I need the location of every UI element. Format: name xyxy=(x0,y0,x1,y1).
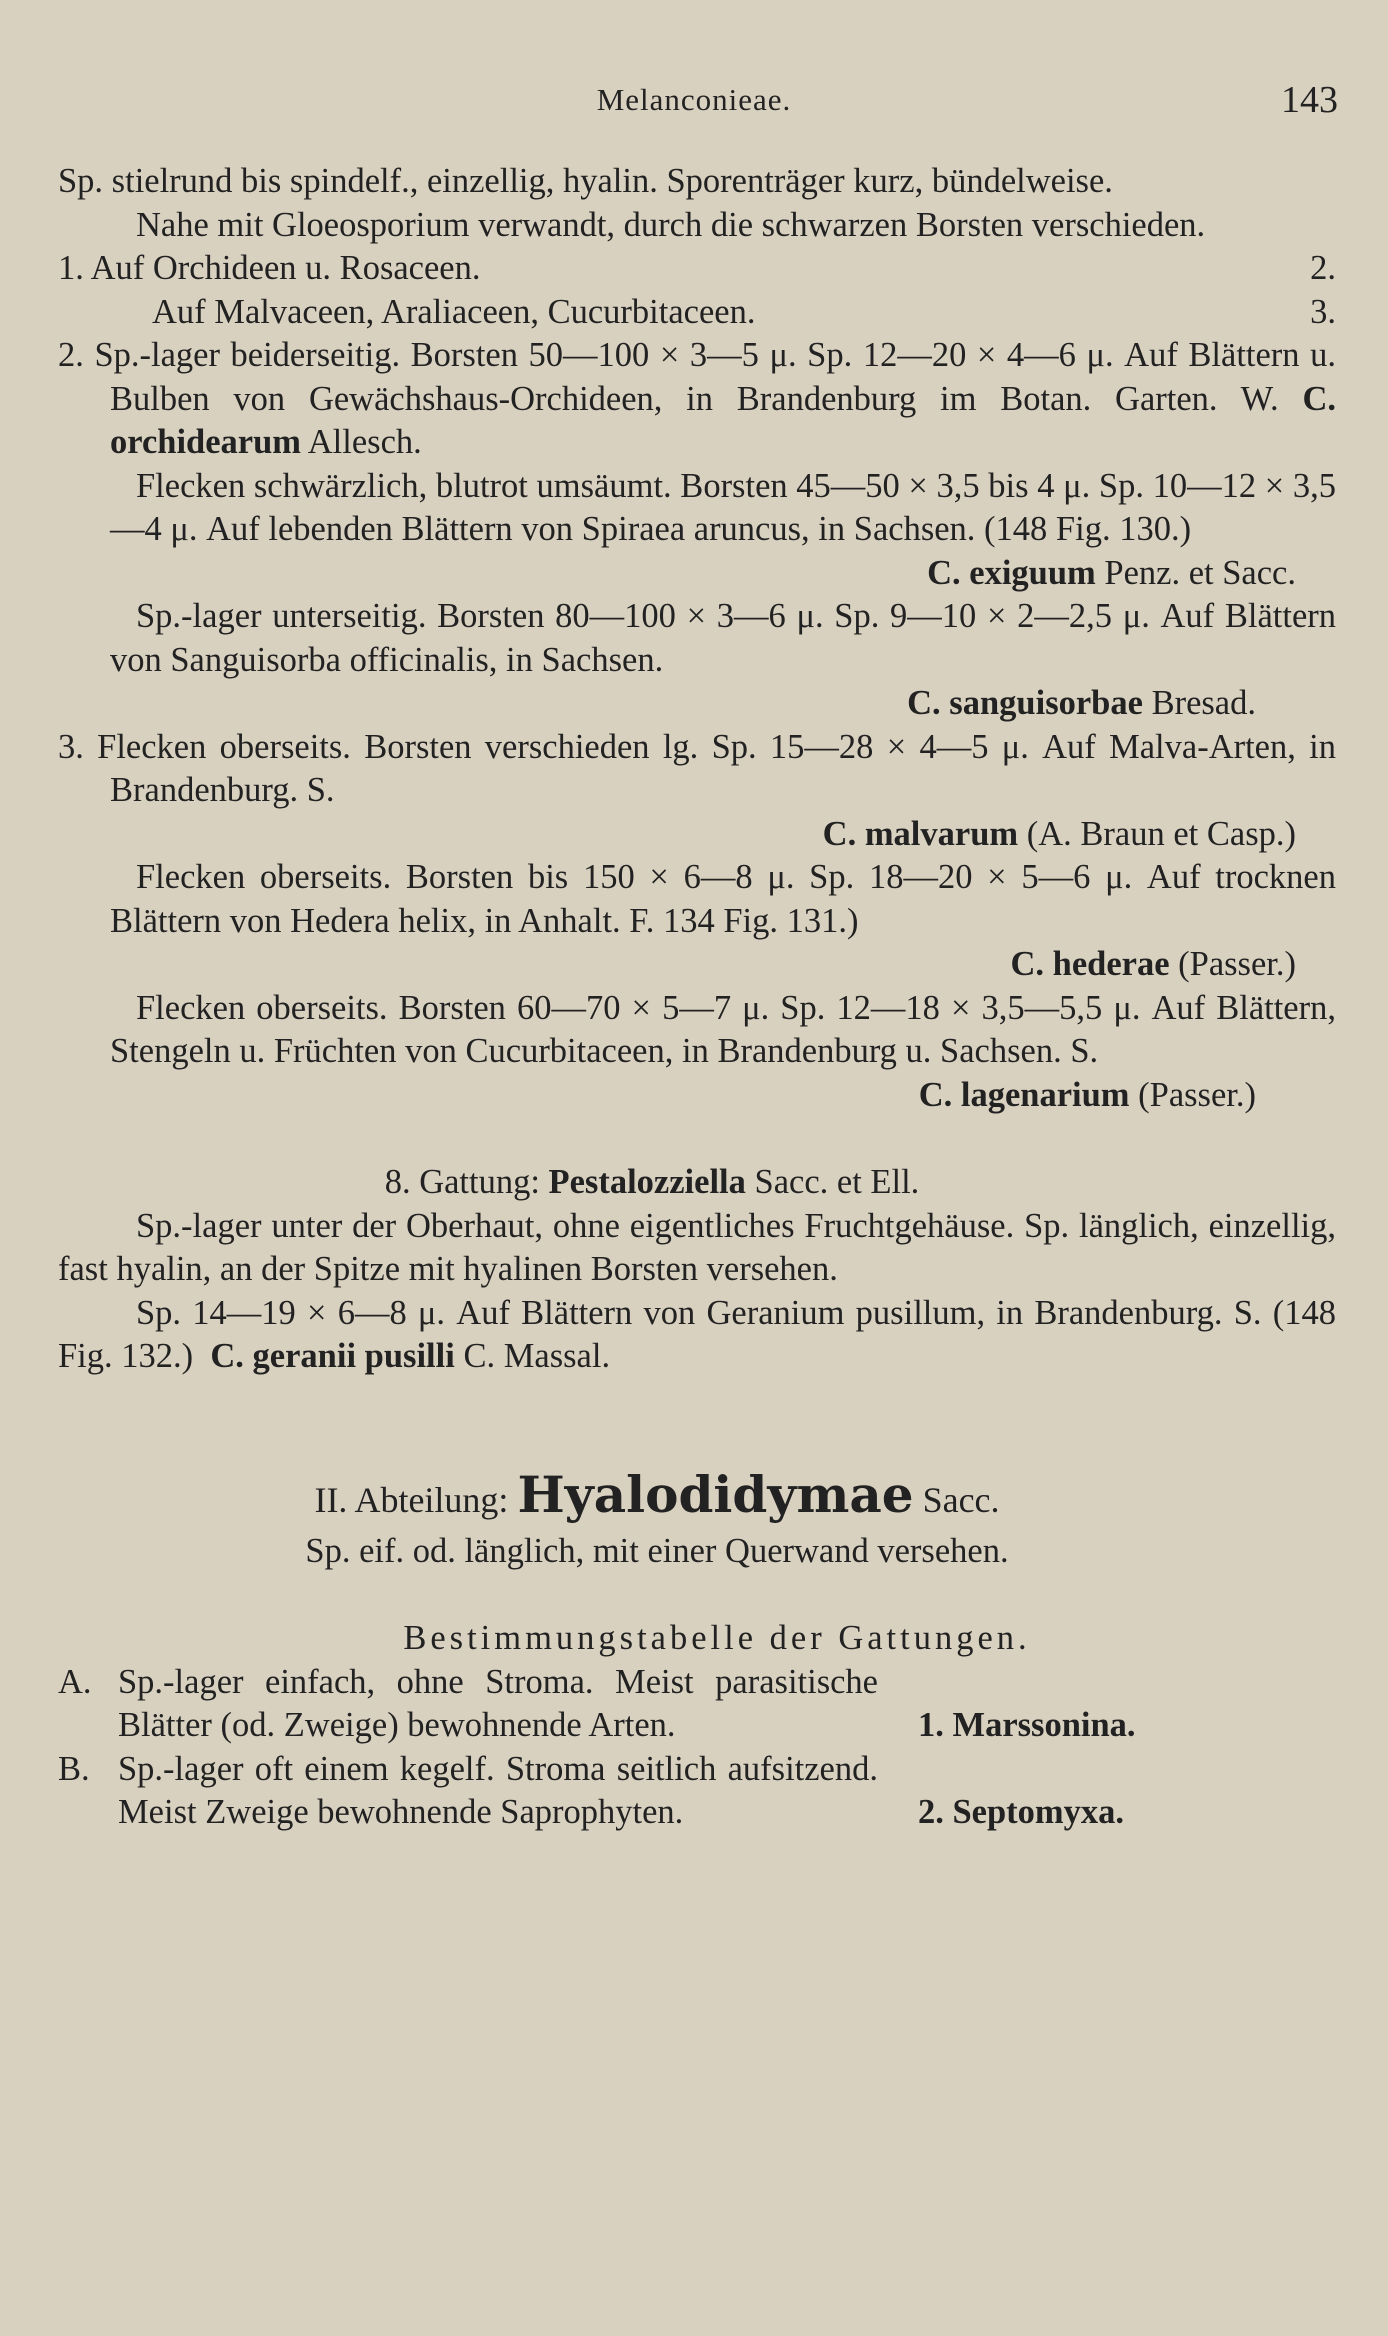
row-letter: A. xyxy=(58,1662,92,1701)
species-line xyxy=(58,943,1336,987)
row-letter: B. xyxy=(58,1749,90,1788)
species-line xyxy=(58,1074,1336,1118)
page-body xyxy=(58,160,1336,1835)
species-entry xyxy=(58,595,1336,682)
species-entry xyxy=(58,1292,1336,1379)
key-number: 2. xyxy=(1310,249,1336,287)
species-name: C. hederae xyxy=(1010,945,1170,983)
genus-author: Sacc. et Ell. xyxy=(754,1163,920,1201)
species-name: C. lagenarium xyxy=(918,1075,1130,1114)
key-text: 1. Auf Orchideen u. Rosaceen. xyxy=(58,249,481,287)
species-author: (A. Braun et Casp.) xyxy=(1026,814,1296,853)
genus-description: Sp.-lager unter der Oberhaut, ohne eigentliches Fruchtgehäuse. Sp. länglich, einzellig, fast hyalin, an der Spitze mit hyalinen Borsten versehen. xyxy=(58,1206,1336,1288)
species-name: C. sanguisorbae xyxy=(907,684,1143,722)
species-name: C. malvarum xyxy=(822,814,1019,853)
paragraph: Nahe mit Gloeosporium verwandt, durch die schwarzen Borsten verschieden. xyxy=(136,205,1206,244)
species-entry xyxy=(58,987,1336,1074)
species-name: C. geranii pusilli xyxy=(210,1337,455,1375)
running-header: Melanconieae. xyxy=(596,82,792,117)
entry-text: Flecken oberseits. Borsten 60—70 × 5—7 μ. Sp. 12—18 × 3,5—5,5 μ. Auf Blättern, Stengeln u. Früchten von Cucurbitaceen, in Brandenburg u. Sachsen. S. xyxy=(110,988,1336,1070)
paragraph: Sp. stielrund bis spindelf., einzellig, hyalin. Sporenträger kurz, bündelweise. xyxy=(58,162,1113,200)
species-name: C. exiguum xyxy=(927,553,1096,592)
species-line xyxy=(58,813,1336,857)
entry-text: Flecken oberseits. Borsten bis 150 × 6—8 μ. Sp. 18—20 × 5—6 μ. Auf trocknen Blättern von Hedera helix, in Anhalt. F. 134 Fig. 131.) xyxy=(110,858,1336,940)
result-genus: Septomyxa. xyxy=(952,1793,1125,1831)
section-name: Hyalodidymae xyxy=(517,1464,914,1524)
entry-text: Flecken schwärzlich, blutrot umsäumt. Borsten 45—50 × 3,5 bis 4 μ. Sp. 10—12 × 3,5—4 μ. Auf lebenden Blättern von Spiraea aruncus, in Sachsen. (148 Fig. 130.) xyxy=(110,466,1336,548)
key-text: Auf Malvaceen, Araliaceen, Cucurbitaceen. xyxy=(152,292,756,331)
section-author: Sacc. xyxy=(922,1479,1000,1520)
genus-name: Pestalozziella xyxy=(548,1163,746,1201)
entry-text: 2. Sp.-lager beiderseitig. Borsten 50—100 × 3—5 μ. Sp. 12—20 × 4—6 μ. Auf Blättern u. Bulben von Gewächshaus-Orchideen, in Brandenburg im Botan. Garten. W. xyxy=(58,336,1336,418)
species-entry xyxy=(58,465,1336,552)
entry-text: Sp.-lager unterseitig. Borsten 80—100 × 3—6 μ. Sp. 9—10 × 2—2,5 μ. Auf Blättern von Sanguisorba officinalis, in Sachsen. xyxy=(110,597,1336,679)
result-number: 2. xyxy=(918,1793,944,1831)
result-number: 1. xyxy=(918,1706,944,1744)
result-genus: Marssonina. xyxy=(952,1706,1136,1744)
row-result xyxy=(878,1748,1336,1835)
key-table-row xyxy=(58,1661,1336,1748)
species-author: Bresad. xyxy=(1151,684,1256,722)
key-line xyxy=(58,247,1336,291)
section-description: Sp. eif. od. länglich, mit einer Querwand versehen. xyxy=(305,1531,1009,1570)
key-line xyxy=(58,291,1336,335)
species-author: Allesch. xyxy=(307,423,422,461)
key-entry xyxy=(58,334,1336,465)
genus-heading xyxy=(58,1161,1336,1205)
page-number: 143 xyxy=(1281,79,1338,121)
key-entry xyxy=(58,726,1336,813)
species-author: (Passer.) xyxy=(1138,1075,1256,1114)
species-line xyxy=(58,682,1336,726)
entry-text: 3. Flecken oberseits. Borsten verschieden lg. Sp. 15—28 × 4—5 μ. Auf Malva-Arten, in Brandenburg. S. xyxy=(58,727,1336,809)
row-text: Sp.-lager oft einem kegelf. Stroma seitlich aufsitzend. Meist Zweige bewohnende Saprophyten. xyxy=(118,1749,878,1831)
row-result xyxy=(878,1661,1336,1748)
species-name: C. orchidearum xyxy=(110,379,1336,461)
genus-number: 8. Gattung: xyxy=(384,1163,540,1201)
species-author: C. Massal. xyxy=(463,1337,611,1375)
row-text: Sp.-lager einfach, ohne Stroma. Meist parasitische Blätter (od. Zweige) bewohnende Arten. xyxy=(118,1662,878,1744)
species-author: Penz. et Sacc. xyxy=(1104,553,1296,592)
key-table-title: Bestimmungstabelle der Gattungen. xyxy=(403,1619,1031,1657)
section-heading xyxy=(58,1465,1336,1530)
section-number: II. Abteilung: xyxy=(314,1479,509,1520)
key-number: 3. xyxy=(1310,292,1336,331)
species-author: (Passer.) xyxy=(1178,945,1296,983)
species-line xyxy=(58,552,1336,596)
entry-text: Sp. 14—19 × 6—8 μ. Auf Blättern von Geranium pusillum, in Brandenburg. S. (148 Fig. 132.) xyxy=(58,1293,1336,1375)
key-table-row xyxy=(58,1748,1336,1835)
species-entry xyxy=(58,856,1336,943)
